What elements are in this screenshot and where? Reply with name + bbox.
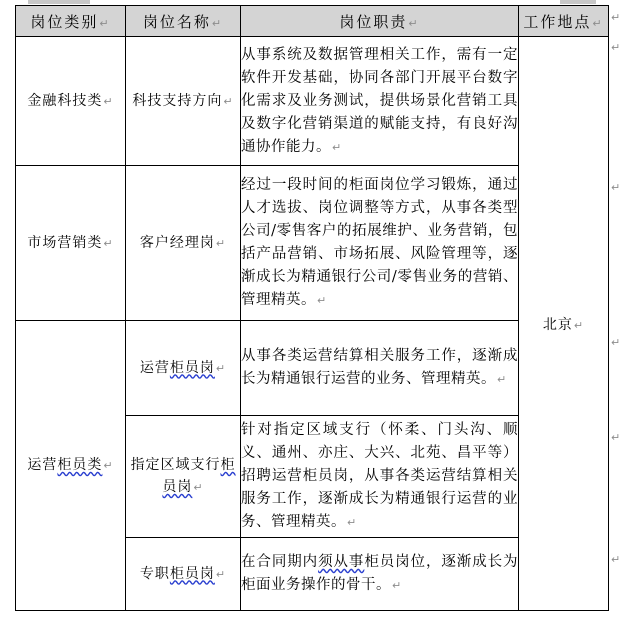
job-positions-table xyxy=(15,5,609,611)
pilcrow-icon: ↵ xyxy=(611,11,621,24)
cell-job-duties xyxy=(241,416,519,538)
job-duties-prefix: 在合同期内 xyxy=(241,554,319,570)
job-category-text-misspelled: 柜员类 xyxy=(57,457,103,473)
table-header-row xyxy=(16,6,609,37)
header-work-location-label: 工作地点 xyxy=(523,12,592,31)
cell-job-category xyxy=(16,37,126,166)
job-title-text-misspelled: 柜员岗 xyxy=(169,565,215,582)
pilcrow-icon: ↵ xyxy=(317,294,327,307)
job-title-text-plain: 运营 xyxy=(139,359,170,376)
pilcrow-icon: ↵ xyxy=(347,516,357,529)
job-category-text: 市场营销类 xyxy=(27,234,103,251)
job-duties-text: 经过一段时间的柜面岗位学习锻炼，通过人才选拔、岗位调整等方式，从事各类型公司/零售客户的拓展维护、业务营销，包括产品营销、市场拓展、风险管理等，逐渐成长为精通银行公司/零售业务的营销、管理精英。 xyxy=(241,177,518,308)
document-body xyxy=(15,5,608,611)
cell-job-title xyxy=(126,416,241,538)
job-title-text-plain: 专职 xyxy=(139,565,170,582)
cell-job-category xyxy=(16,166,126,321)
pilcrow-icon: ↵ xyxy=(99,16,111,30)
pilcrow-icon: ↵ xyxy=(497,373,507,386)
cell-job-duties xyxy=(241,321,519,416)
job-duties-text: 从事各类运营结算相关服务工作，逐渐成长为精通银行运营的业务、管理精英。 xyxy=(241,348,518,387)
cell-job-duties xyxy=(241,538,519,611)
job-duties-text: 针对指定区域支行（怀柔、门头沟、顺义、通州、亦庄、大兴、北苑、昌平等）招聘运营柜员岗，从事各类运营结算相关服务工作，逐渐成长为精通银行运营的业务、管理精英。 xyxy=(241,422,518,530)
job-title-text: 客户经理岗 xyxy=(139,234,215,251)
cell-job-duties xyxy=(241,166,519,321)
header-job-title xyxy=(126,6,241,37)
pilcrow-icon: ↵ xyxy=(215,361,227,375)
job-title-text-misspelled: 柜员岗 xyxy=(162,457,236,495)
header-job-duties-label: 岗位职责 xyxy=(339,12,408,31)
work-location-text: 北京 xyxy=(542,316,573,333)
pilcrow-icon: ↵ xyxy=(103,459,114,472)
pilcrow-icon: ↵ xyxy=(223,94,234,108)
outside-paragraph-marks xyxy=(611,0,623,624)
pilcrow-icon: ↵ xyxy=(611,41,621,54)
job-title-text-misspelled: 柜员岗 xyxy=(169,359,215,376)
cell-job-title xyxy=(126,166,241,321)
pilcrow-icon: ↵ xyxy=(193,481,204,494)
pilcrow-icon: ↵ xyxy=(592,16,604,30)
page-edge-segment-right xyxy=(560,0,596,4)
header-job-category xyxy=(16,6,126,37)
pilcrow-icon: ↵ xyxy=(103,236,114,250)
pilcrow-icon: ↵ xyxy=(215,567,227,581)
job-duties-misspelled: 须从事 xyxy=(318,554,365,570)
pilcrow-icon: ↵ xyxy=(611,553,621,566)
table-row xyxy=(16,37,609,166)
pilcrow-icon: ↵ xyxy=(573,318,585,332)
page-top-edge xyxy=(0,0,623,4)
pilcrow-icon: ↵ xyxy=(611,181,621,194)
pilcrow-icon: ↵ xyxy=(408,16,420,30)
pilcrow-icon: ↵ xyxy=(392,579,402,592)
pilcrow-icon: ↵ xyxy=(215,236,227,250)
pilcrow-icon: ↵ xyxy=(611,431,621,444)
cell-job-category xyxy=(16,321,126,611)
job-title-text: 科技支持方向 xyxy=(132,92,223,109)
header-job-category-label: 岗位类别 xyxy=(30,12,99,31)
job-title-text-plain: 指定区域支行 xyxy=(130,457,221,473)
pilcrow-icon: ↵ xyxy=(211,16,224,30)
job-duties-text: 从事系统及数据管理相关工作，需有一定软件开发基础，协同各部门开展平台数字化需求及业务测试，提供场景化营销工具及数字化营销渠道的赋能支持，有良好沟通协作能力。 xyxy=(241,46,518,155)
job-category-text-plain: 运营 xyxy=(27,457,58,473)
cell-job-title xyxy=(126,321,241,416)
header-job-duties xyxy=(241,6,519,37)
header-work-location xyxy=(519,6,609,37)
cell-work-location xyxy=(519,37,609,611)
job-duties-suffix: 柜员岗位，逐渐成长为柜面业务操作的骨干。 xyxy=(241,554,519,593)
header-job-title-label: 岗位名称 xyxy=(142,12,211,31)
cell-job-title xyxy=(126,538,241,611)
cell-job-duties xyxy=(241,37,519,166)
page-edge-segment-left xyxy=(28,0,90,4)
pilcrow-icon: ↵ xyxy=(611,336,621,349)
cell-job-title xyxy=(126,37,241,166)
pilcrow-icon: ↵ xyxy=(103,94,114,108)
pilcrow-icon: ↵ xyxy=(332,140,342,154)
job-category-text: 金融科技类 xyxy=(27,92,103,109)
